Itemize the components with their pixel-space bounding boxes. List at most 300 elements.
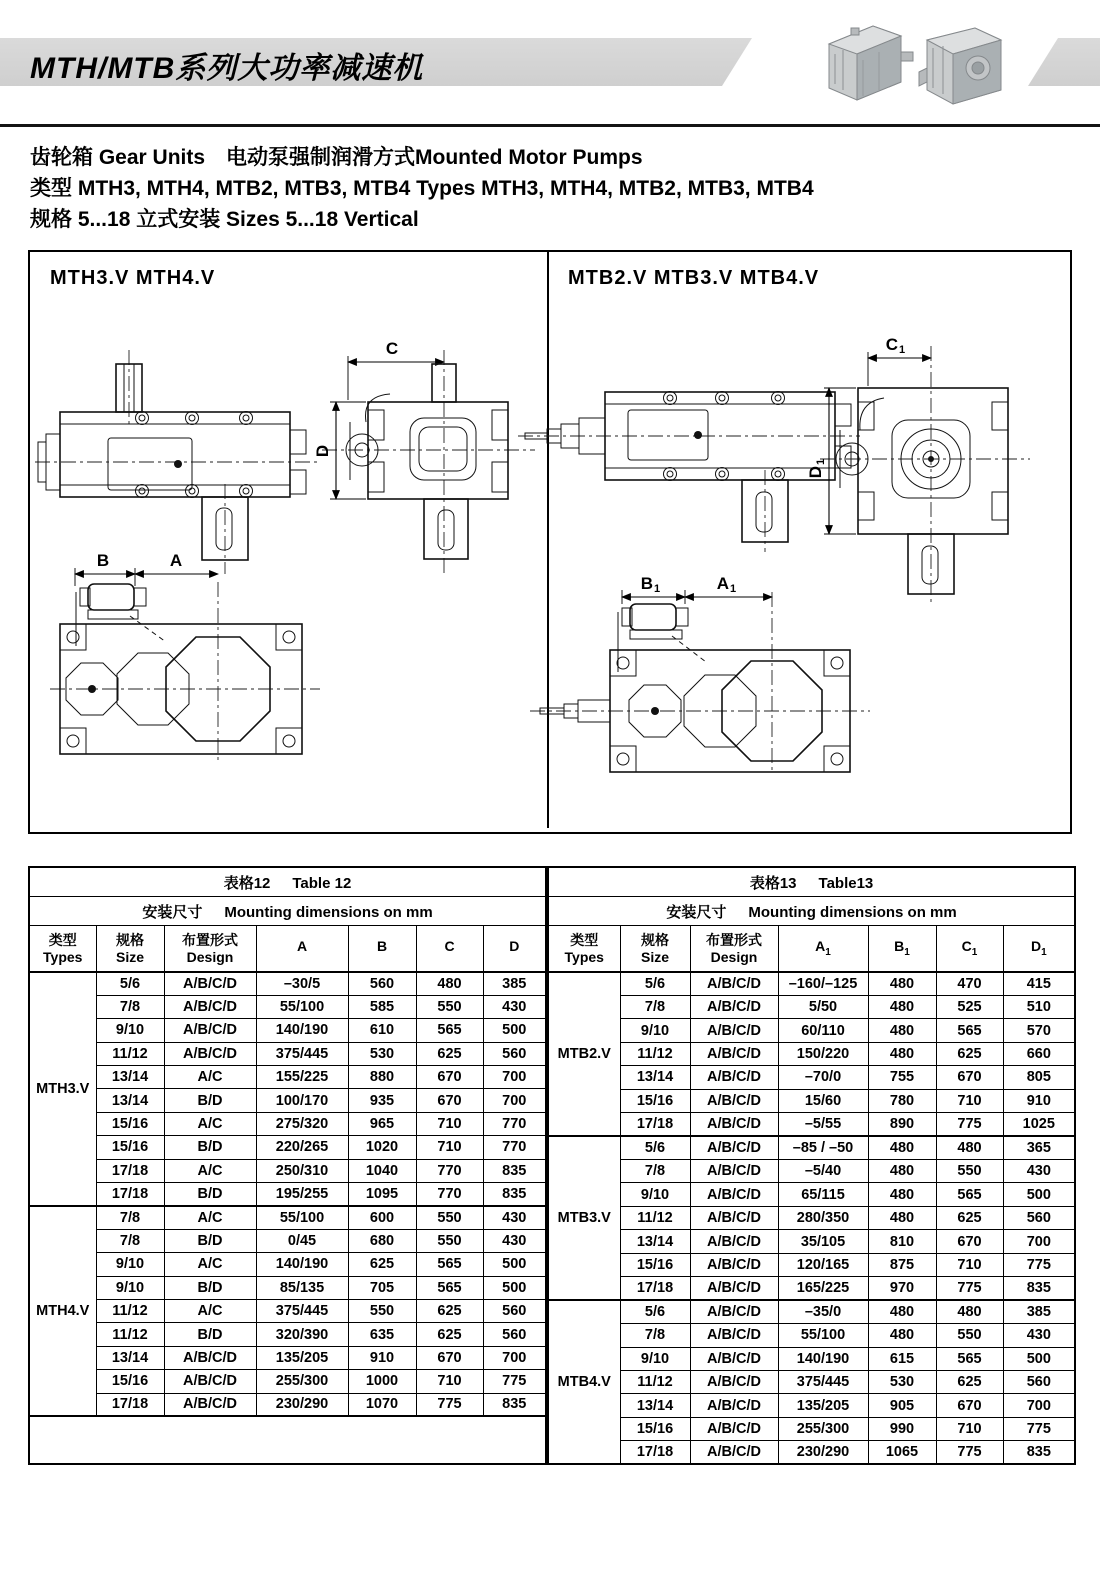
dim-cell: 155/225: [256, 1066, 348, 1089]
col-header-b1: $B_1$: [868, 926, 936, 973]
dim-cell: 430: [483, 995, 546, 1018]
dim-cell: 11/12: [96, 1042, 164, 1065]
dim-cell: B/D: [164, 1136, 256, 1159]
dim-cell: 11/12: [96, 1299, 164, 1322]
dim-cell: 565: [416, 1019, 483, 1042]
svg-text:C: C: [885, 335, 898, 354]
dim-cell: A/C: [164, 1112, 256, 1135]
col-header-c1: $C_1$: [936, 926, 1003, 973]
table-row: [548, 1417, 1075, 1440]
dim-cell: 55/100: [778, 1324, 868, 1347]
dim-cell: A/C: [164, 1066, 256, 1089]
dim-cell: 9/10: [620, 1183, 690, 1206]
dim-cell: A/B/C/D: [164, 1346, 256, 1369]
table-row: [29, 1183, 546, 1206]
dim-cell: 15/16: [96, 1370, 164, 1393]
dim-cell: 550: [936, 1160, 1003, 1183]
dim-cell: 550: [416, 995, 483, 1018]
dim-cell: 770: [416, 1159, 483, 1182]
mtb-side-view: [806, 335, 1030, 602]
dim-cell: 660: [1003, 1042, 1075, 1065]
table-row: [29, 1019, 546, 1042]
table-row: [548, 1019, 1075, 1042]
dim-cell: A/C: [164, 1159, 256, 1182]
dim-cell: –85 / –50: [778, 1136, 868, 1159]
dim-cell: 275/320: [256, 1112, 348, 1135]
dim-cell: 17/18: [96, 1393, 164, 1416]
table-12-title-row: [29, 867, 546, 897]
mth-side-view: [313, 339, 535, 574]
dim-cell: 550: [936, 1324, 1003, 1347]
dim-cell: B/D: [164, 1276, 256, 1299]
dim-cell: 710: [416, 1370, 483, 1393]
dim-cell: 775: [1003, 1253, 1075, 1276]
dim-cell: 375/445: [778, 1370, 868, 1393]
dim-label-d1: [806, 459, 827, 478]
dim-cell: A/B/C/D: [164, 1393, 256, 1416]
dim-cell: 430: [1003, 1160, 1075, 1183]
dim-cell: 780: [868, 1089, 936, 1112]
dim-cell: 835: [1003, 1441, 1075, 1465]
dim-cell: 770: [483, 1112, 546, 1135]
dim-cell: A/B/C/D: [164, 1042, 256, 1065]
col-header-a: A: [256, 926, 348, 973]
dim-cell: 7/8: [620, 995, 690, 1018]
dim-cell: 17/18: [96, 1183, 164, 1206]
dim-cell: 470: [936, 972, 1003, 995]
dim-cell: 755: [868, 1066, 936, 1089]
table-row: [548, 1347, 1075, 1370]
dim-cell: A/B/C/D: [164, 1019, 256, 1042]
table-12-columns-row: [29, 926, 546, 973]
dim-cell: A/B/C/D: [690, 1019, 778, 1042]
dim-cell: 135/205: [256, 1346, 348, 1369]
dim-cell: 670: [936, 1066, 1003, 1089]
dim-cell: 17/18: [620, 1113, 690, 1136]
table-row: [548, 1042, 1075, 1065]
dim-cell: 775: [936, 1113, 1003, 1136]
dim-cell: 7/8: [620, 1324, 690, 1347]
table-row: [548, 1066, 1075, 1089]
svg-text:D: D: [806, 466, 825, 479]
table-row: [548, 995, 1075, 1018]
dim-cell: 705: [348, 1276, 416, 1299]
dim-cell: 500: [1003, 1183, 1075, 1206]
mtb-drawing-label: MTB2.V MTB3.V MTB4.V: [568, 267, 820, 289]
dim-cell: –160/–125: [778, 972, 868, 995]
dim-cell: 15/16: [96, 1112, 164, 1135]
dim-cell: 255/300: [778, 1417, 868, 1440]
dim-cell: 375/445: [256, 1299, 348, 1322]
dim-cell: 935: [348, 1089, 416, 1112]
svg-text:1: 1: [730, 583, 737, 595]
dim-cell: 385: [1003, 1300, 1075, 1323]
dim-cell: 415: [1003, 972, 1075, 995]
dim-cell: 0/45: [256, 1229, 348, 1252]
dim-cell: 625: [416, 1299, 483, 1322]
dim-cell: 100/170: [256, 1089, 348, 1112]
dim-cell: 15/16: [620, 1417, 690, 1440]
dim-cell: 480: [936, 1136, 1003, 1159]
dim-label-b: B: [96, 551, 110, 570]
tables-area: [28, 866, 1074, 1465]
table-row: [548, 1277, 1075, 1300]
dim-cell: 480: [868, 1042, 936, 1065]
col-header-design: 布置形式 Design: [690, 926, 778, 973]
dim-cell: 625: [936, 1206, 1003, 1229]
dim-cell: A/B/C/D: [164, 995, 256, 1018]
table-row: [29, 1346, 546, 1369]
dim-cell: 500: [483, 1253, 546, 1276]
dim-cell: 7/8: [96, 1206, 164, 1229]
table-row: [548, 1441, 1075, 1465]
dim-cell: 615: [868, 1347, 936, 1370]
dim-cell: 5/50: [778, 995, 868, 1018]
product-photos: [815, 10, 1015, 114]
mth-top-view: [50, 551, 320, 764]
table-13-body: [548, 972, 1075, 1464]
dim-cell: 680: [348, 1229, 416, 1252]
intro-text: [30, 142, 814, 235]
dim-cell: 280/350: [778, 1206, 868, 1229]
dim-cell: 550: [348, 1299, 416, 1322]
header-rule: [0, 124, 1100, 127]
dim-cell: 140/190: [256, 1019, 348, 1042]
table-row: [29, 1066, 546, 1089]
dim-cell: A/B/C/D: [690, 1089, 778, 1112]
dim-cell: B/D: [164, 1323, 256, 1346]
dim-cell: B/D: [164, 1229, 256, 1252]
dim-cell: 11/12: [620, 1370, 690, 1393]
dim-cell: 550: [416, 1206, 483, 1229]
dim-cell: 835: [483, 1393, 546, 1416]
table-row: [29, 1042, 546, 1065]
drawings-panel: [28, 250, 1072, 834]
dim-cell: 670: [416, 1346, 483, 1369]
dim-cell: 610: [348, 1019, 416, 1042]
dim-cell: A/B/C/D: [690, 1347, 778, 1370]
dim-cell: 55/100: [256, 995, 348, 1018]
dim-cell: 910: [1003, 1089, 1075, 1112]
table-row: [548, 1206, 1075, 1229]
dim-cell: 530: [348, 1042, 416, 1065]
dim-cell: 560: [348, 972, 416, 995]
intro-line-sizes: 规格 5...18 立式安装 Sizes 5...18 Vertical: [30, 208, 419, 231]
dim-label-d: D: [313, 444, 332, 458]
dim-cell: 625: [416, 1323, 483, 1346]
dim-label-b1: [641, 574, 660, 595]
product-photo-mth: [829, 26, 913, 100]
dim-cell: A/B/C/D: [690, 1253, 778, 1276]
type-cell: MTB4.V: [548, 1300, 620, 1464]
col-header-size: 规格 Size: [620, 926, 690, 973]
col-header-size: 规格 Size: [96, 926, 164, 973]
dim-cell: 60/110: [778, 1019, 868, 1042]
table-row: [29, 1206, 546, 1229]
table-row: [548, 1253, 1075, 1276]
dim-cell: A/B/C/D: [690, 1183, 778, 1206]
type-cell: MTB3.V: [548, 1136, 620, 1300]
dim-cell: 670: [416, 1089, 483, 1112]
dim-cell: 365: [1003, 1136, 1075, 1159]
dim-cell: 770: [483, 1136, 546, 1159]
dim-cell: 670: [416, 1066, 483, 1089]
dim-cell: A/B/C/D: [164, 972, 256, 995]
dim-cell: A/B/C/D: [690, 972, 778, 995]
dim-cell: 480: [868, 972, 936, 995]
dim-cell: A/B/C/D: [690, 1160, 778, 1183]
dim-cell: 1025: [1003, 1113, 1075, 1136]
dim-cell: –30/5: [256, 972, 348, 995]
table-13-subtitle-row: [548, 897, 1075, 926]
dim-cell: 1095: [348, 1183, 416, 1206]
table-row: [548, 1113, 1075, 1136]
type-cell: MTB2.V: [548, 972, 620, 1136]
dim-cell: 510: [1003, 995, 1075, 1018]
dim-cell: A/B/C/D: [690, 1230, 778, 1253]
dim-cell: 11/12: [620, 1042, 690, 1065]
dim-cell: 11/12: [620, 1206, 690, 1229]
table-13-subtitle: 安装尺寸 Mounting dimensions on mm: [548, 897, 1075, 926]
dim-cell: 880: [348, 1066, 416, 1089]
dim-cell: 560: [483, 1299, 546, 1322]
dim-cell: 480: [416, 972, 483, 995]
dim-cell: 500: [1003, 1347, 1075, 1370]
dim-cell: 9/10: [96, 1019, 164, 1042]
dim-cell: 230/290: [256, 1393, 348, 1416]
type-cell: MTH4.V: [29, 1206, 96, 1417]
dim-cell: 570: [1003, 1019, 1075, 1042]
dim-cell: 1070: [348, 1393, 416, 1416]
dim-cell: 7/8: [620, 1160, 690, 1183]
dim-cell: 565: [416, 1253, 483, 1276]
table-row: [29, 1229, 546, 1252]
dim-cell: A/B/C/D: [690, 1206, 778, 1229]
dim-cell: A/B/C/D: [690, 995, 778, 1018]
dim-cell: 525: [936, 995, 1003, 1018]
col-header-types: 类型 Types: [548, 926, 620, 973]
technical-drawings: [30, 252, 1066, 828]
dim-cell: 135/205: [778, 1394, 868, 1417]
dim-cell: A/B/C/D: [690, 1300, 778, 1323]
table-row: [29, 1136, 546, 1159]
dim-cell: 565: [936, 1183, 1003, 1206]
dim-cell: 770: [416, 1183, 483, 1206]
dim-label-c: C: [385, 339, 399, 358]
dim-cell: 7/8: [96, 1229, 164, 1252]
table-13-title-row: [548, 867, 1075, 897]
dim-cell: 1000: [348, 1370, 416, 1393]
dim-cell: 835: [1003, 1277, 1075, 1300]
dim-cell: 5/6: [620, 1300, 690, 1323]
col-header-b: B: [348, 926, 416, 973]
dim-cell: A/B/C/D: [690, 1136, 778, 1159]
table-row: [29, 1089, 546, 1112]
dim-cell: 805: [1003, 1066, 1075, 1089]
dim-cell: A/C: [164, 1206, 256, 1229]
dim-cell: 1040: [348, 1159, 416, 1182]
dim-cell: 13/14: [620, 1230, 690, 1253]
intro-line-gear-units: 齿轮箱 Gear Units 电动泵强制润滑方式Mounted Motor Pumps: [30, 146, 643, 169]
svg-text:1: 1: [654, 583, 661, 595]
page-title: MTH/MTB系列大功率减速机: [30, 52, 424, 85]
dim-cell: –35/0: [778, 1300, 868, 1323]
table-12-body: [29, 972, 546, 1464]
mth-front-view: [35, 350, 318, 574]
filler-row: [29, 1416, 546, 1464]
dim-cell: 5/6: [620, 1136, 690, 1159]
dim-cell: A/B/C/D: [690, 1394, 778, 1417]
dim-cell: 430: [483, 1229, 546, 1252]
table-13-title: 表格13 Table13: [548, 867, 1075, 897]
table-row: [548, 972, 1075, 995]
filler-cell: [29, 1416, 546, 1464]
dim-cell: A/B/C/D: [690, 1441, 778, 1465]
svg-text:B: B: [640, 574, 653, 593]
table-row: [29, 972, 546, 995]
table-12-subtitle: 安装尺寸 Mounting dimensions on mm: [29, 897, 546, 926]
table-row: [548, 1370, 1075, 1393]
dim-cell: 625: [936, 1370, 1003, 1393]
dim-cell: 480: [868, 1206, 936, 1229]
dim-cell: 15/60: [778, 1089, 868, 1112]
dim-cell: A/C: [164, 1253, 256, 1276]
dim-cell: 5/6: [96, 972, 164, 995]
dim-cell: 35/105: [778, 1230, 868, 1253]
dim-cell: A/B/C/D: [690, 1042, 778, 1065]
dim-cell: 710: [416, 1136, 483, 1159]
dim-cell: 710: [936, 1417, 1003, 1440]
dim-cell: 700: [483, 1066, 546, 1089]
dim-cell: 500: [483, 1019, 546, 1042]
dim-cell: 775: [936, 1277, 1003, 1300]
dim-cell: 9/10: [620, 1019, 690, 1042]
dim-cell: 560: [1003, 1206, 1075, 1229]
dim-cell: 700: [1003, 1394, 1075, 1417]
dim-cell: 560: [483, 1042, 546, 1065]
table-row: [29, 1112, 546, 1135]
dim-cell: 565: [936, 1347, 1003, 1370]
dim-cell: –5/40: [778, 1160, 868, 1183]
dim-cell: 15/16: [96, 1136, 164, 1159]
table-12-title: 表格12 Table 12: [29, 867, 546, 897]
dim-cell: 710: [936, 1089, 1003, 1112]
dim-cell: 85/135: [256, 1276, 348, 1299]
mth-drawing-label: MTH3.V MTH4.V: [50, 267, 216, 289]
dim-cell: 17/18: [620, 1277, 690, 1300]
dim-cell: 9/10: [96, 1276, 164, 1299]
dim-cell: 565: [936, 1019, 1003, 1042]
table-12-subtitle-row: [29, 897, 546, 926]
col-header-c: C: [416, 926, 483, 973]
dim-cell: 220/265: [256, 1136, 348, 1159]
dim-cell: 700: [1003, 1230, 1075, 1253]
dim-cell: 890: [868, 1113, 936, 1136]
dim-cell: 700: [483, 1089, 546, 1112]
mth-drawing-group: [35, 267, 535, 764]
dim-cell: 7/8: [96, 995, 164, 1018]
table-row: [29, 1393, 546, 1416]
dim-cell: 480: [868, 1136, 936, 1159]
dim-cell: A/B/C/D: [690, 1417, 778, 1440]
dim-cell: 430: [483, 1206, 546, 1229]
dim-cell: 17/18: [620, 1441, 690, 1465]
table-row: [29, 1299, 546, 1322]
dim-cell: 500: [483, 1276, 546, 1299]
dim-cell: 13/14: [620, 1394, 690, 1417]
table-row: [29, 1370, 546, 1393]
table-row: [548, 1230, 1075, 1253]
dim-cell: 65/115: [778, 1183, 868, 1206]
dim-cell: 15/16: [620, 1089, 690, 1112]
dim-cell: B/D: [164, 1183, 256, 1206]
dim-cell: 230/290: [778, 1441, 868, 1465]
dim-cell: 875: [868, 1253, 936, 1276]
dim-cell: 15/16: [620, 1253, 690, 1276]
dim-cell: 480: [868, 1019, 936, 1042]
table-12: [28, 866, 547, 1465]
col-header-a1: $A_1$: [778, 926, 868, 973]
dim-label-a1: [717, 574, 736, 595]
dim-cell: 625: [936, 1042, 1003, 1065]
dim-cell: 385: [483, 972, 546, 995]
dim-cell: 625: [416, 1042, 483, 1065]
dim-cell: 775: [483, 1370, 546, 1393]
dim-cell: 480: [868, 995, 936, 1018]
dim-cell: 250/310: [256, 1159, 348, 1182]
dim-cell: 905: [868, 1394, 936, 1417]
dim-cell: A/B/C/D: [690, 1113, 778, 1136]
dim-cell: A/B/C/D: [690, 1277, 778, 1300]
col-header-d: D: [483, 926, 546, 973]
dim-cell: 635: [348, 1323, 416, 1346]
dim-cell: 810: [868, 1230, 936, 1253]
table-row: [548, 1183, 1075, 1206]
dim-cell: 480: [868, 1324, 936, 1347]
dim-cell: 710: [416, 1112, 483, 1135]
dim-cell: 775: [416, 1393, 483, 1416]
dim-cell: 9/10: [620, 1347, 690, 1370]
dim-cell: A/B/C/D: [690, 1066, 778, 1089]
dim-cell: 835: [483, 1159, 546, 1182]
dim-cell: 430: [1003, 1324, 1075, 1347]
table-row: [548, 1089, 1075, 1112]
table-row: [29, 995, 546, 1018]
dim-cell: 480: [936, 1300, 1003, 1323]
mtb-drawing-group: [518, 267, 1030, 772]
dim-cell: 375/445: [256, 1042, 348, 1065]
table-row: [29, 1159, 546, 1182]
mtb-top-view: [530, 574, 870, 772]
dim-cell: 13/14: [620, 1066, 690, 1089]
dim-cell: A/B/C/D: [690, 1324, 778, 1347]
dim-cell: 560: [483, 1323, 546, 1346]
table-row: [29, 1253, 546, 1276]
dim-cell: 140/190: [778, 1347, 868, 1370]
dim-cell: 480: [868, 1300, 936, 1323]
svg-text:A: A: [716, 574, 729, 593]
svg-text:1: 1: [899, 344, 906, 356]
dim-cell: 600: [348, 1206, 416, 1229]
dim-cell: 17/18: [96, 1159, 164, 1182]
dim-cell: 165/225: [778, 1277, 868, 1300]
table-row: [29, 1323, 546, 1346]
dim-cell: 990: [868, 1417, 936, 1440]
product-photo-mtb: [919, 28, 1001, 104]
dim-cell: 970: [868, 1277, 936, 1300]
dim-cell: –5/55: [778, 1113, 868, 1136]
dim-cell: B/D: [164, 1089, 256, 1112]
